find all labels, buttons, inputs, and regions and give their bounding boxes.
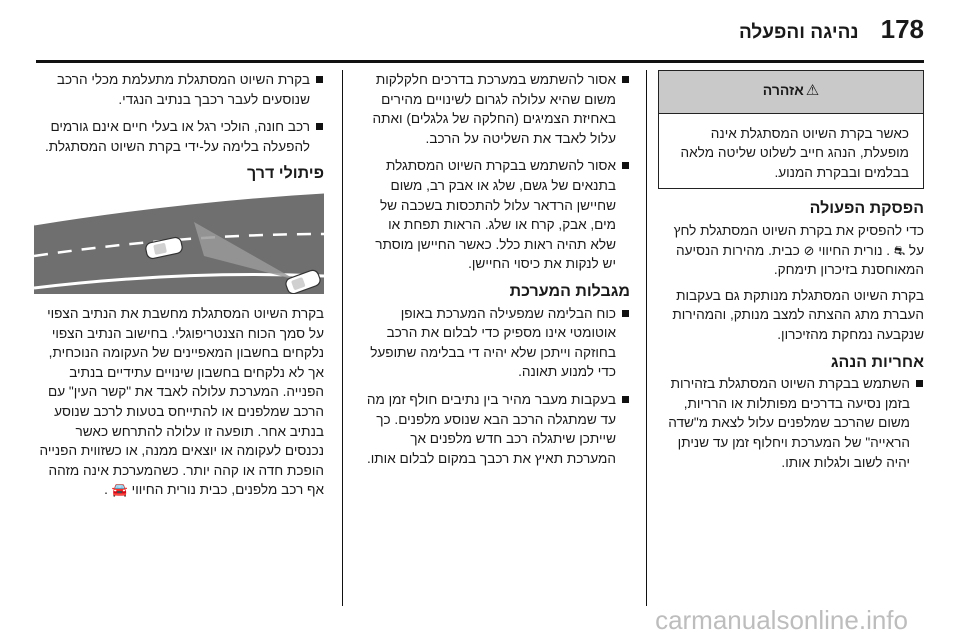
left-column bbox=[34, 70, 324, 506]
column-divider bbox=[342, 70, 343, 606]
right-column bbox=[658, 70, 924, 480]
warning-box bbox=[658, 70, 924, 189]
header-rule bbox=[36, 60, 924, 63]
middle-column bbox=[362, 70, 630, 476]
pause-text-a: כדי להפסיק את בקרת השיוט המסתגלת לחץ על bbox=[673, 222, 924, 258]
pause-paragraph-1 bbox=[658, 221, 924, 280]
driver-bullets bbox=[658, 374, 924, 472]
pause-heading: הפסקת הפעולה bbox=[809, 200, 924, 218]
examples-text-end: . bbox=[104, 482, 108, 498]
examples-heading: פיתולי דרך bbox=[247, 165, 324, 183]
pause-text-b: . נורית החיווי bbox=[818, 242, 891, 258]
list-item: השתמש בבקרת השיוט המסתגלת בזהירות בזמן נסיעה בדרכים מפותלות או הרריות, משום שהרכב שמלפנים עלול לצאת מ"שדה הראייה" של המערכת ויחלוף זמן עד שניתן יהיה לשוב ולגלות אותו. bbox=[658, 374, 924, 472]
watermark: carmanualsonline.info bbox=[655, 605, 908, 635]
section-title: נהיגה והפעלה bbox=[738, 22, 859, 43]
cruise-control-icon: ⛐ bbox=[893, 242, 906, 258]
examples-paragraph bbox=[34, 304, 324, 500]
pause-paragraph-2: בקרת השיוט המסתגלת מנותקת גם בעקבות העברת מתג ההצתה למצב מנותק, והמהירות שנקבעה נמחקת מהזיכרון. bbox=[672, 287, 924, 342]
limits-bullets bbox=[362, 304, 630, 469]
list-item: כוח הבלימה שמפעילה המערכת באופן אוטומטי אינו מספיק כדי לבלום את הרכב בחוזקה וייתכן שלא יהיה די בבלימה שתופעל כדי למנוע תאונה. bbox=[362, 304, 630, 382]
column-divider bbox=[646, 70, 647, 606]
curved-road-illustration bbox=[34, 190, 324, 294]
driver-heading: אחריות הנהג bbox=[830, 353, 924, 371]
limits-heading: מגבלות המערכת bbox=[509, 282, 630, 300]
indicator-lamp-icon: ⊘ bbox=[803, 242, 815, 258]
examples-text: בקרת השיוט המסתגלת מחשבת את הנתיב הצפוי על סמך הכוח הצנטריפוגלי. בחישוב הנתיב הצפוי נלקחים בחשבון המאפיינים של העקומה הנוכחית, אך לא נלקחים בחשבון שינויים עתידיים בנתיב הפנייה. המערכת עלולה לאבד את "קשר העין" עם הרכב שמלפנים או להתייחס בטעות לרכב שנוסע בנתיב אחר. תופעה זו עלולה להתרחש כאשר נכנסים לעקומה או יוצאים ממנה, או כשזווית הפנייה הופכת חדה או קהה יותר. כשהמערכת אינה מזהה אף רכב מלפנים, כבית נורית החיווי bbox=[39, 305, 324, 498]
page-header bbox=[36, 14, 924, 50]
list-item: בעקבות מעבר מהיר בין נתיבים חולף זמן מה עד שמתגלה הרכב הבא שנוסע מלפנים. כך שייתכן שיתגלה רכב חדש מלפנים אך המערכת תאיץ את רכבך במקום לבלום אותו. bbox=[362, 390, 630, 468]
warning-text: כאשר בקרת השיוט המסתגלת אינה מופעלת, הנהג חייב לשלוט שליטה מלאה בבלמים ובבקרת המנוע. bbox=[680, 125, 909, 180]
warning-title: אזהרה bbox=[762, 82, 804, 98]
warning-triangle-icon: ⚠ bbox=[805, 82, 820, 99]
list-item: אסור להשתמש במערכת בדרכים חלקלקות משום שהיא עלולה לגרום לשינויים מהירים באחיזת הצמיגים (החלקה של גלגלים) ואתה עלול לאבד את השליטה על הרכב. bbox=[362, 70, 630, 148]
car-indicator-icon: 🚘 bbox=[111, 482, 128, 498]
pause-text-c: כבית. מהירות הנסיעה המאוחסנת בזיכרון תימחק. bbox=[676, 242, 924, 278]
list-item: בקרת השיוט המסתגלת מתעלמת מכלי הרכב שנוסעים לעבר רכבך בנתיב הנגדי. bbox=[34, 70, 324, 109]
middle-bullets-top bbox=[362, 70, 630, 274]
list-item: אסור להשתמש בבקרת השיוט המסתגלת בתנאים של גשם, שלג או אבק רב, משום שחיישן הרדאר עלול להתכסות בשכבה של מים, אבק, קרח או שלג. הראות תפחת או שלא תהיה ראות כלל. כאשר החיישן מוסתר יש לנקות את כיסוי החיישן. bbox=[362, 156, 630, 274]
left-bullets bbox=[34, 70, 324, 156]
list-item: רכב חונה, הולכי רגל או בעלי חיים אינם גורמים להפעלה בלימה על-ידי בקרת השיוט המסתגלת. bbox=[34, 117, 324, 156]
page-number: 178 bbox=[880, 14, 924, 44]
warning-header bbox=[659, 71, 923, 114]
